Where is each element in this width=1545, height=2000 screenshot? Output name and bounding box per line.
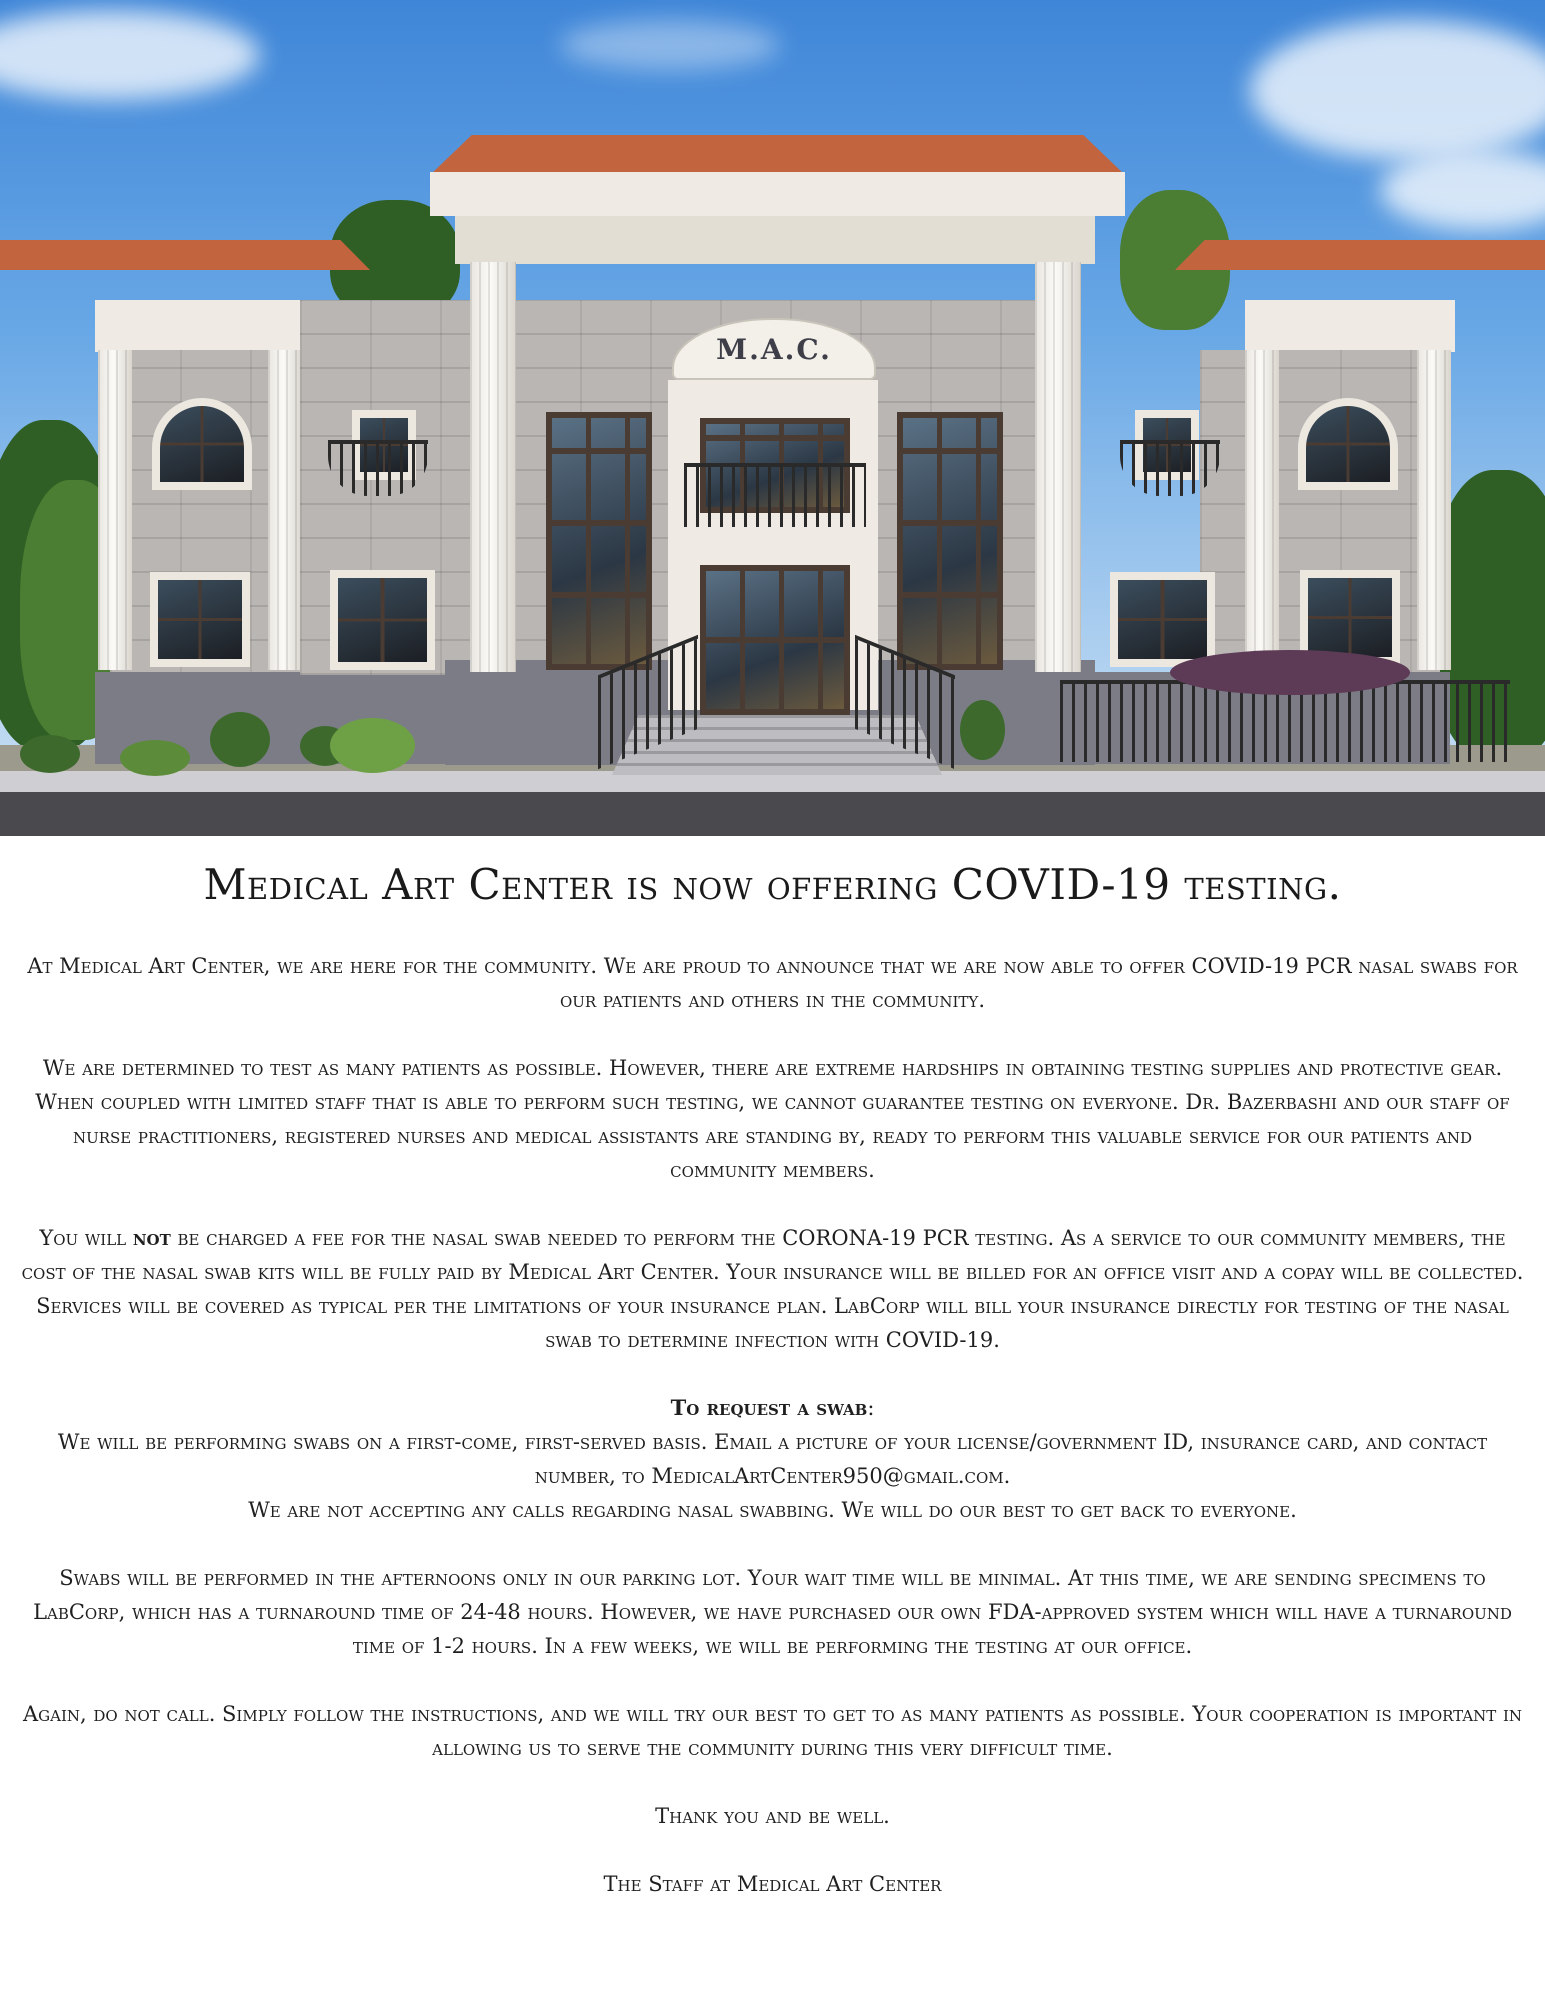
request-heading-line (20, 1391, 1525, 1425)
fee-emphasis: not (132, 1225, 171, 1250)
building-sign: M.A.C. (672, 318, 876, 380)
request-section (20, 1391, 1525, 1527)
again-paragraph: Again, do not call. Simply follow the instructions, and we will try our best to get to as many patients as possible. Your cooperation is important in allowing us to serve the community during this very difficult time. (22, 1702, 1523, 1760)
request-no-calls: We are not accepting any calls regarding nasal swabbing. We will do our best to get back to everyone. (248, 1498, 1297, 1522)
request-heading: To request a swab (670, 1395, 868, 1420)
fee-text-start: You will (39, 1226, 133, 1250)
thanks-line: Thank you and be well. (655, 1804, 890, 1828)
announcement (20, 860, 1525, 1935)
building-photo (0, 0, 1545, 836)
page-title: Medical Art Center is now offering COVID-19 testing. (203, 860, 1342, 909)
request-instructions: We will be performing swabs on a first-come, first-served basis. Email a picture of your license/government ID, insurance card, and contact number, to MedicalArtCenter950@gmail.com. (57, 1430, 1488, 1488)
fee-text-end: be charged a fee for the nasal swab needed to perform the CORONA-19 PCR testing. As a service to our community members, the cost of the nasal swab kits will be fully paid by Medical Art Center. Your insurance will be billed for an office visit and a copay will be collected. Services will be covered as typical per the limitations of your insurance plan. LabCorp will bill your insurance directly for testing of the nasal swab to determine infection with COVID-19. (21, 1226, 1524, 1352)
determined-paragraph: We are determined to test as many patients as possible. However, there are extreme hardships in obtaining testing supplies and protective gear. When coupled with limited staff that is able to perform such testing, we cannot guarantee testing on everyone. Dr. Bazerbashi and our staff of nurse practitioners, registered nurses and medical assistants are standing by, ready to perform this valuable service for our patients and community members. (35, 1056, 1510, 1182)
fee-paragraph (20, 1221, 1525, 1357)
signature-line: The Staff at Medical Art Center (603, 1872, 942, 1896)
request-heading-colon: : (867, 1396, 875, 1420)
swabs-paragraph: Swabs will be performed in the afternoons only in our parking lot. Your wait time will be minimal. At this time, we are sending specimens to LabCorp, which has a turnaround time of 24-48 hours. However, we have purchased our own FDA-approved system which will have a turnaround time of 1-2 hours. In a few weeks, we will be performing the testing at our office. (33, 1566, 1512, 1658)
intro-paragraph: At Medical Art Center, we are here for the community. We are proud to announce that we are now able to offer COVID-19 PCR nasal swabs for our patients and others in the community. (27, 954, 1518, 1012)
